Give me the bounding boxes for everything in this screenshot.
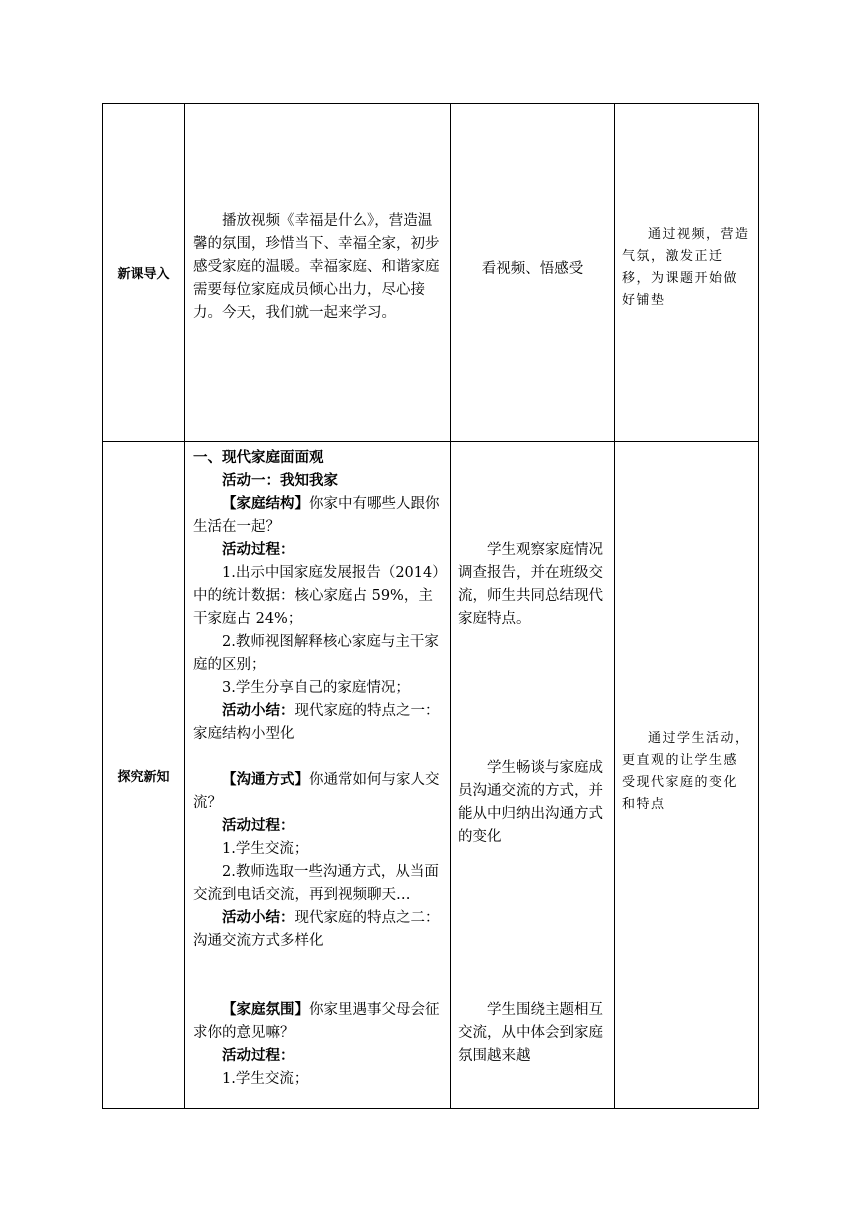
intro-text: 播放视频《幸福是什么》，营造温馨的氛围，珍惜当下、幸福全家，初步感受家庭的温暖。幸福家庭、和谐家庭需要每位家庭成员倾心出力，尽心接力。今天，我们就一起来学习。	[193, 213, 440, 321]
communication-step-2: 2.教师选取一些沟通方式，从当面交流到电话交流，再到视频聊天…	[193, 864, 439, 903]
student-activity-3: 学生围绕主题相互交流，从中体会到家庭氛围越来越	[458, 1002, 603, 1064]
stage-label: 新课导入	[117, 267, 170, 282]
structure-step-3: 3.学生分享自己的家庭情况；	[222, 680, 410, 696]
stage-label: 探究新知	[117, 769, 170, 785]
stage-cell	[103, 104, 185, 442]
communication-label: 【沟通方式】	[222, 772, 309, 788]
lesson-plan-table	[102, 103, 759, 1109]
structure-process-label: 活动过程：	[222, 542, 295, 558]
communication-process-label: 活动过程：	[222, 818, 295, 834]
section-heading: 一、现代家庭面面观	[193, 450, 324, 466]
intent-cell	[615, 104, 759, 442]
communication-question: 你通常如何与家人交流？	[193, 772, 440, 811]
communication-step-1: 1.学生交流；	[222, 841, 309, 857]
communication-summary: 现代家庭的特点之二：沟通交流方式多样化	[193, 910, 440, 949]
structure-summary-label: 活动小结：	[222, 703, 295, 719]
structure-question: 你家中有哪些人跟你生活在一起？	[193, 496, 440, 535]
student-cell	[451, 442, 615, 1109]
content-cell	[185, 442, 451, 1109]
student-activity-1: 学生观察家庭情况调查报告，并在班级交流，师生共同总结现代家庭特点。	[458, 542, 603, 627]
student-activity: 看视频、悟感受	[481, 261, 584, 277]
design-intent: 通过学生活动，更直观的让学生感受现代家庭的变化和特点	[622, 731, 750, 812]
student-activity-2: 学生畅谈与家庭成员沟通交流的方式，并能从中归纳出沟通方式的变化	[458, 760, 603, 845]
structure-summary: 现代家庭的特点之一：家庭结构小型化	[193, 703, 440, 742]
structure-label: 【家庭结构】	[222, 496, 309, 512]
table-row	[103, 442, 759, 1109]
atmosphere-process-label: 活动过程：	[222, 1048, 295, 1064]
stage-cell	[103, 442, 185, 1109]
design-intent: 通过视频，营造气氛，激发正迁移，为课题开始做好铺垫	[622, 226, 750, 308]
structure-step-1: 1.出示中国家庭发展报告（2014）中的统计数据：核心家庭占 59%，主干家庭占 24%；	[193, 565, 440, 627]
intent-cell	[615, 442, 759, 1109]
structure-step-2: 2.教师视图解释核心家庭与主干家庭的区别；	[193, 634, 439, 673]
atmosphere-label: 【家庭氛围】	[222, 1002, 309, 1018]
activity-title: 活动一：我知我家	[222, 473, 338, 489]
content-cell	[185, 104, 451, 442]
atmosphere-step-1: 1.学生交流；	[222, 1071, 309, 1087]
communication-summary-label: 活动小结：	[222, 910, 295, 926]
atmosphere-question: 你家里遇事父母会征求你的意见嘛？	[193, 1002, 440, 1041]
student-cell	[451, 104, 615, 442]
table-row	[103, 104, 759, 442]
